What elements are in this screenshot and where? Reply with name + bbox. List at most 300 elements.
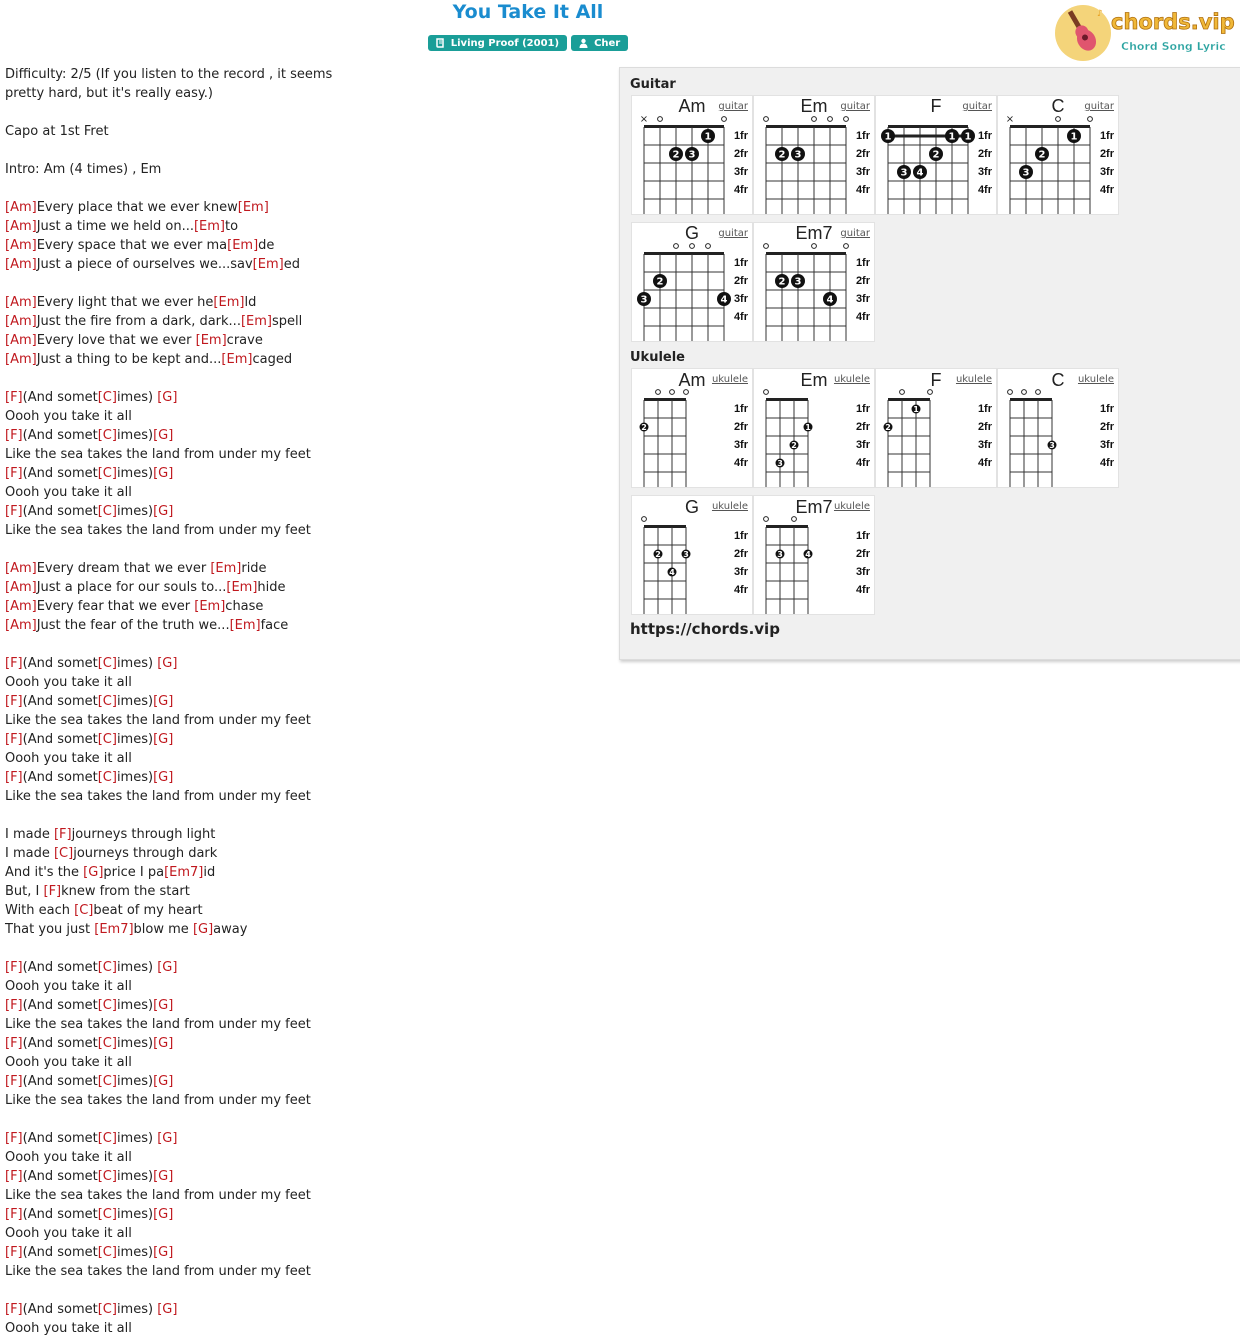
lyric-text: (And somet (22, 428, 98, 443)
lyric-text: I made (5, 827, 54, 842)
chord-link[interactable]: [C] (97, 998, 117, 1013)
chord-link[interactable]: [G] (157, 1302, 178, 1317)
chord-name: Em (800, 370, 828, 390)
lyric-line (5, 559, 605, 578)
chord-link[interactable]: [C] (97, 656, 117, 671)
lyric-text: imes) (116, 1302, 158, 1317)
finger-number: 4 (826, 294, 834, 306)
chord-diagram (632, 369, 752, 487)
open-string-mark (674, 244, 679, 249)
chord-link[interactable]: [C] (97, 390, 117, 405)
fret-label: 2fr (977, 148, 992, 160)
lyric-text: imes) (116, 1245, 154, 1260)
fret-label: 4fr (733, 311, 748, 323)
chord-link[interactable]: [G] (153, 1074, 174, 1089)
chord-link[interactable]: [F] (5, 998, 23, 1013)
chord-link[interactable]: [C] (97, 1036, 117, 1051)
chord-link[interactable]: [F] (5, 770, 23, 785)
lyric-text: journeys through light (71, 827, 216, 842)
lyric-line (5, 1300, 605, 1319)
chord-link[interactable]: [C] (53, 846, 74, 861)
chord-link[interactable]: [C] (97, 1245, 117, 1260)
chord-link[interactable]: [G] (192, 922, 214, 937)
chord-diagram (998, 96, 1118, 214)
lyric-text: (And somet (22, 656, 98, 671)
lyric-text: But, I (5, 884, 44, 899)
lyric-line (5, 806, 605, 825)
chord-link[interactable]: [Em] (229, 618, 261, 633)
lyric-line (5, 730, 605, 749)
chord-link[interactable]: [G] (157, 656, 178, 671)
chord-link[interactable]: [F] (5, 466, 23, 481)
lyric-text: Just a thing to be kept and... (36, 352, 222, 367)
lyric-line (5, 1129, 605, 1148)
fret-label: 2fr (1099, 421, 1114, 433)
lyric-line (5, 217, 605, 236)
chord-link[interactable]: [Am] (5, 580, 37, 595)
finger-number: 3 (900, 167, 908, 179)
lyric-text: Like the sea takes the land from under my feet (5, 789, 311, 804)
lyric-text: Every love that we ever (36, 333, 196, 348)
chord-link[interactable]: [F] (43, 884, 62, 899)
lyric-line (5, 464, 605, 483)
open-string-mark (764, 517, 769, 522)
chord-link[interactable]: [G] (153, 1245, 174, 1260)
lyric-text: caged (252, 352, 293, 367)
chord-link[interactable]: [G] (157, 960, 178, 975)
chord-link[interactable]: [G] (83, 865, 104, 880)
chord-link[interactable]: [F] (5, 960, 23, 975)
chord-link[interactable]: [F] (5, 1074, 23, 1089)
chord-name: Am (678, 370, 706, 390)
finger-number: 4 (669, 568, 675, 577)
chord-link[interactable]: [G] (157, 390, 178, 405)
open-string-mark (812, 117, 817, 122)
lyric-text: imes) (116, 1074, 154, 1089)
fret-label: 3fr (733, 293, 748, 305)
chord-name: Am (678, 96, 706, 116)
chord-link[interactable]: [C] (97, 1169, 117, 1184)
chord-link[interactable]: [Am] (5, 295, 37, 310)
chord-link[interactable]: [F] (5, 1036, 23, 1051)
chord-link[interactable]: [C] (97, 694, 117, 709)
chord-link[interactable]: [Am] (5, 257, 37, 272)
chord-diagram (632, 96, 752, 214)
chord-link[interactable]: [G] (153, 732, 174, 747)
lyric-text: imes) (116, 770, 154, 785)
fret-label: 1fr (733, 130, 748, 142)
chord-link[interactable]: [C] (97, 1131, 117, 1146)
ukulele-chord-card-am[interactable] (631, 368, 753, 488)
lyric-text: And it's the (5, 865, 84, 880)
ukulele-chord-card-em[interactable] (753, 368, 875, 488)
chord-link[interactable]: [G] (153, 1036, 174, 1051)
logo-name: chords.vip (1111, 10, 1235, 34)
lyric-line (5, 1091, 605, 1110)
chord-link[interactable]: [Am] (5, 599, 37, 614)
lyric-line (5, 502, 605, 521)
chord-link[interactable]: [Am] (5, 618, 37, 633)
lyric-text: hide (257, 580, 286, 595)
fret-label: 4fr (733, 584, 748, 596)
chord-name: Em7 (795, 497, 833, 517)
instrument-link[interactable]: guitar (718, 101, 748, 112)
lyric-line (5, 825, 605, 844)
chord-link[interactable]: [Em7] (94, 922, 134, 937)
chord-link[interactable]: [G] (153, 1169, 174, 1184)
chord-link[interactable]: [C] (97, 466, 117, 481)
open-string-mark (900, 390, 905, 395)
lyric-line (5, 939, 605, 958)
chord-diagram-panel (619, 67, 1240, 660)
lyric-text: spell (271, 314, 303, 329)
lyric-line (5, 331, 605, 350)
chord-link[interactable]: [G] (153, 428, 174, 443)
guitar-chord-card-am[interactable] (631, 95, 753, 215)
guitar-chord-card-c[interactable] (997, 95, 1119, 215)
lyric-text: (And somet (22, 1074, 98, 1089)
open-string-mark (1088, 117, 1093, 122)
lyric-text: chase (225, 599, 264, 614)
lyric-text: ed (283, 257, 300, 272)
chord-link[interactable]: [G] (157, 1131, 178, 1146)
lyric-line (5, 1110, 605, 1129)
instrument-link[interactable]: guitar (718, 228, 748, 239)
lyric-text: Like the sea takes the land from under my feet (5, 523, 311, 538)
fret-label: 4fr (1099, 457, 1114, 469)
chord-name: Em7 (795, 223, 833, 243)
chord-nut (644, 525, 686, 528)
lyric-text: (And somet (22, 1302, 98, 1317)
lyric-line (5, 901, 605, 920)
chord-link[interactable]: [F] (5, 1302, 23, 1317)
chord-link[interactable]: [Em] (213, 295, 245, 310)
chord-link[interactable]: [Am] (5, 333, 37, 348)
guitar-chord-card-em7[interactable] (753, 222, 875, 342)
fret-label: 1fr (733, 257, 748, 269)
chord-nut (766, 398, 808, 401)
fret-label: 1fr (855, 403, 870, 415)
lyric-text: (And somet (22, 466, 98, 481)
chord-link[interactable]: [G] (153, 998, 174, 1013)
chord-link[interactable]: [Em] (240, 314, 272, 329)
chord-link[interactable]: [F] (5, 504, 23, 519)
chord-nut (1010, 398, 1052, 401)
chord-diagram (632, 223, 752, 341)
lyric-line (5, 1243, 605, 1262)
chord-link[interactable]: [Am] (5, 219, 37, 234)
lyric-text: (And somet (22, 1131, 98, 1146)
chord-nut (888, 398, 930, 401)
ukulele-chord-card-em7[interactable] (753, 495, 875, 615)
lyric-line (5, 1015, 605, 1034)
fret-label: 3fr (733, 566, 748, 578)
lyric-line (5, 578, 605, 597)
fret-label: 2fr (855, 148, 870, 160)
open-string-mark (706, 244, 711, 249)
chord-link[interactable]: [F] (5, 1169, 23, 1184)
lyric-text: (And somet (22, 1036, 98, 1051)
finger-number: 2 (885, 423, 891, 432)
chord-name: G (684, 223, 699, 243)
lyric-text: Capo at 1st Fret (5, 124, 109, 139)
chord-link[interactable]: [Am] (5, 200, 37, 215)
guitar-chord-card-em[interactable] (753, 95, 875, 215)
chord-link[interactable]: [F] (5, 1207, 23, 1222)
chord-diagram (754, 96, 874, 214)
open-string-mark (684, 390, 689, 395)
open-string-mark (1022, 390, 1027, 395)
lyric-text: away (213, 922, 248, 937)
lyric-line (5, 882, 605, 901)
fret-label: 1fr (977, 130, 992, 142)
lyric-text: Oooh you take it all (5, 485, 132, 500)
instrument-link[interactable]: ukulele (711, 374, 748, 385)
chord-link[interactable]: [F] (5, 1245, 23, 1260)
chord-diagram (876, 96, 996, 214)
chord-nut (888, 125, 968, 128)
lyric-text: Oooh you take it all (5, 1321, 132, 1336)
muted-string-mark: × (639, 114, 649, 125)
chord-link[interactable]: [Em] (210, 561, 242, 576)
lyric-text: (And somet (22, 960, 98, 975)
chord-link[interactable]: [Am] (5, 314, 37, 329)
lyric-text: Like the sea takes the land from under my feet (5, 1017, 311, 1032)
lyric-text: With each (5, 903, 75, 918)
finger-number: 4 (805, 550, 811, 559)
chord-diagram (754, 223, 874, 341)
fret-label: 1fr (855, 530, 870, 542)
chord-link[interactable]: [C] (97, 1074, 117, 1089)
lyric-line (5, 654, 605, 673)
instrument-link[interactable]: ukulele (1077, 374, 1114, 385)
fret-label: 4fr (855, 184, 870, 196)
open-string-mark (928, 390, 933, 395)
finger-number: 1 (964, 131, 972, 143)
user-icon (579, 38, 588, 48)
lyric-line (5, 1072, 605, 1091)
chord-link[interactable]: [G] (153, 466, 174, 481)
fret-label: 2fr (855, 275, 870, 287)
lyric-text: Oooh you take it all (5, 409, 132, 424)
chord-link[interactable]: [Em] (193, 219, 225, 234)
chord-link[interactable]: [C] (97, 732, 117, 747)
lyric-text: de (258, 238, 275, 253)
chord-link[interactable]: [Am] (5, 238, 37, 253)
instrument-link[interactable]: guitar (962, 101, 992, 112)
chord-diagram (754, 496, 874, 614)
ukulele-chord-card-f[interactable] (875, 368, 997, 488)
lyric-text: (And somet (22, 998, 98, 1013)
ukulele-section-title: Ukulele (630, 350, 686, 365)
lyric-text: imes) (116, 390, 158, 405)
chord-link[interactable]: [C] (97, 504, 117, 519)
lyric-line (5, 863, 605, 882)
lyric-text: Oooh you take it all (5, 1226, 132, 1241)
lyric-line (5, 369, 605, 388)
finger-number: 4 (720, 294, 728, 306)
chord-link[interactable]: [C] (97, 960, 117, 975)
ukulele-chord-card-g[interactable] (631, 495, 753, 615)
chord-link[interactable]: [G] (153, 1207, 174, 1222)
finger-number: 2 (641, 423, 647, 432)
lyric-line (5, 1262, 605, 1281)
instrument-link[interactable]: ukulele (833, 501, 870, 512)
lyric-text: beat of my heart (93, 903, 203, 918)
fret-label: 4fr (733, 457, 748, 469)
lyric-text: Oooh you take it all (5, 675, 132, 690)
lyric-text: I made (5, 846, 54, 861)
finger-number: 3 (777, 550, 783, 559)
lyric-line (5, 179, 605, 198)
chord-link[interactable]: [F] (5, 1131, 23, 1146)
chord-link[interactable]: [C] (97, 770, 117, 785)
chord-link[interactable]: [F] (53, 827, 72, 842)
finger-number: 3 (794, 276, 802, 288)
logo-graphic (1055, 4, 1235, 62)
chord-link[interactable]: [Am] (5, 561, 37, 576)
guitar-chord-card-f[interactable] (875, 95, 997, 215)
fret-label: 4fr (1099, 184, 1114, 196)
instrument-link[interactable]: ukulele (711, 501, 748, 512)
chord-link[interactable]: [Em7] (164, 865, 204, 880)
fret-label: 3fr (733, 439, 748, 451)
lyric-line (5, 407, 605, 426)
lyric-text: (And somet (22, 1245, 98, 1260)
chord-link[interactable]: [Am] (5, 352, 37, 367)
chord-link[interactable]: [G] (153, 694, 174, 709)
lyric-text: That you just (5, 922, 95, 937)
lyric-text: crave (226, 333, 263, 348)
fret-label: 1fr (1099, 130, 1114, 142)
finger-number: 2 (778, 276, 786, 288)
lyric-text: price I pa (103, 865, 165, 880)
chord-link[interactable]: [Em] (221, 352, 253, 367)
chord-link[interactable]: [F] (5, 732, 23, 747)
site-url-link[interactable]: https://chords.vip (630, 620, 780, 638)
finger-number: 3 (683, 550, 689, 559)
lyric-line (5, 426, 605, 445)
lyric-line (5, 844, 605, 863)
finger-number: 1 (948, 131, 956, 143)
lyric-text: imes) (116, 694, 154, 709)
chord-link[interactable]: [C] (97, 1207, 117, 1222)
chord-link[interactable]: [Em] (252, 257, 284, 272)
chord-link[interactable]: [Em] (194, 599, 226, 614)
song-tags (0, 35, 1056, 51)
guitar-chord-card-g[interactable] (631, 222, 753, 342)
chord-link[interactable]: [F] (5, 390, 23, 405)
lyric-line (5, 597, 605, 616)
chord-link[interactable]: [Em] (195, 333, 227, 348)
lyric-line (5, 160, 605, 179)
chord-nut (766, 525, 808, 528)
lyric-line (5, 1319, 605, 1338)
instrument-link[interactable]: ukulele (955, 374, 992, 385)
chord-link[interactable]: [F] (5, 656, 23, 671)
instrument-link[interactable]: ukulele (833, 374, 870, 385)
lyric-text: Like the sea takes the land from under my feet (5, 713, 311, 728)
finger-number: 2 (655, 550, 661, 559)
lyric-text: imes) (116, 960, 158, 975)
lyric-line (5, 540, 605, 559)
chord-link[interactable]: [C] (97, 428, 117, 443)
instrument-link[interactable]: guitar (840, 101, 870, 112)
lyric-line (5, 1205, 605, 1224)
chord-link[interactable]: [Em] (226, 580, 258, 595)
album-tag[interactable] (428, 35, 567, 51)
lyric-text: face (260, 618, 289, 633)
instrument-link[interactable]: guitar (1084, 101, 1114, 112)
chord-diagram (876, 369, 996, 487)
lyric-line (5, 198, 605, 217)
lyric-text: imes) (116, 466, 154, 481)
open-string-mark (656, 390, 661, 395)
lyric-line (5, 768, 605, 787)
lyric-text: imes) (116, 656, 158, 671)
lyric-text: imes) (116, 998, 154, 1013)
lyric-line (5, 84, 605, 103)
lyric-line (5, 521, 605, 540)
chord-link[interactable]: [G] (153, 770, 174, 785)
chord-link[interactable]: [Em] (237, 200, 269, 215)
open-string-mark (764, 117, 769, 122)
finger-number: 1 (884, 131, 892, 143)
artist-tag[interactable] (571, 35, 628, 51)
lyric-line (5, 977, 605, 996)
lyric-text: Just a time we held on... (36, 219, 194, 234)
lyric-text: (And somet (22, 504, 98, 519)
chord-nut (644, 398, 686, 401)
fret-label: 2fr (733, 421, 748, 433)
site-logo[interactable] (1055, 4, 1235, 62)
chord-link[interactable]: [C] (97, 1302, 117, 1317)
fret-label: 4fr (855, 584, 870, 596)
chord-link[interactable]: [F] (5, 694, 23, 709)
fret-label: 1fr (733, 530, 748, 542)
open-string-mark (764, 390, 769, 395)
fret-label: 3fr (855, 439, 870, 451)
instrument-link[interactable]: guitar (840, 228, 870, 239)
lyric-line (5, 1053, 605, 1072)
fret-label: 3fr (855, 293, 870, 305)
chord-name: F (930, 370, 942, 390)
muted-string-mark: × (1005, 114, 1015, 125)
ukulele-chord-card-c[interactable] (997, 368, 1119, 488)
lyric-text: (And somet (22, 732, 98, 747)
lyric-line (5, 749, 605, 768)
lyric-text: to (225, 219, 239, 234)
chord-link[interactable]: [G] (153, 504, 174, 519)
chord-diagram (754, 369, 874, 487)
finger-number: 2 (791, 441, 797, 450)
lyric-text: imes) (116, 1131, 158, 1146)
lyric-text: ride (241, 561, 267, 576)
lyric-text: Like the sea takes the land from under my feet (5, 447, 311, 462)
finger-number: 2 (932, 149, 940, 161)
chord-link[interactable]: [F] (5, 428, 23, 443)
lyric-text: Just a piece of ourselves we...sav (36, 257, 253, 272)
chord-name: F (930, 96, 942, 116)
chord-link[interactable]: [Em] (227, 238, 259, 253)
finger-number: 3 (1049, 441, 1055, 450)
finger-number: 1 (805, 423, 811, 432)
album-tag-label: Living Proof (2001) (450, 37, 560, 49)
chord-link[interactable]: [C] (74, 903, 94, 918)
lyric-line (5, 293, 605, 312)
finger-number: 3 (777, 459, 783, 468)
lyric-text: Like the sea takes the land from under my feet (5, 1264, 311, 1279)
